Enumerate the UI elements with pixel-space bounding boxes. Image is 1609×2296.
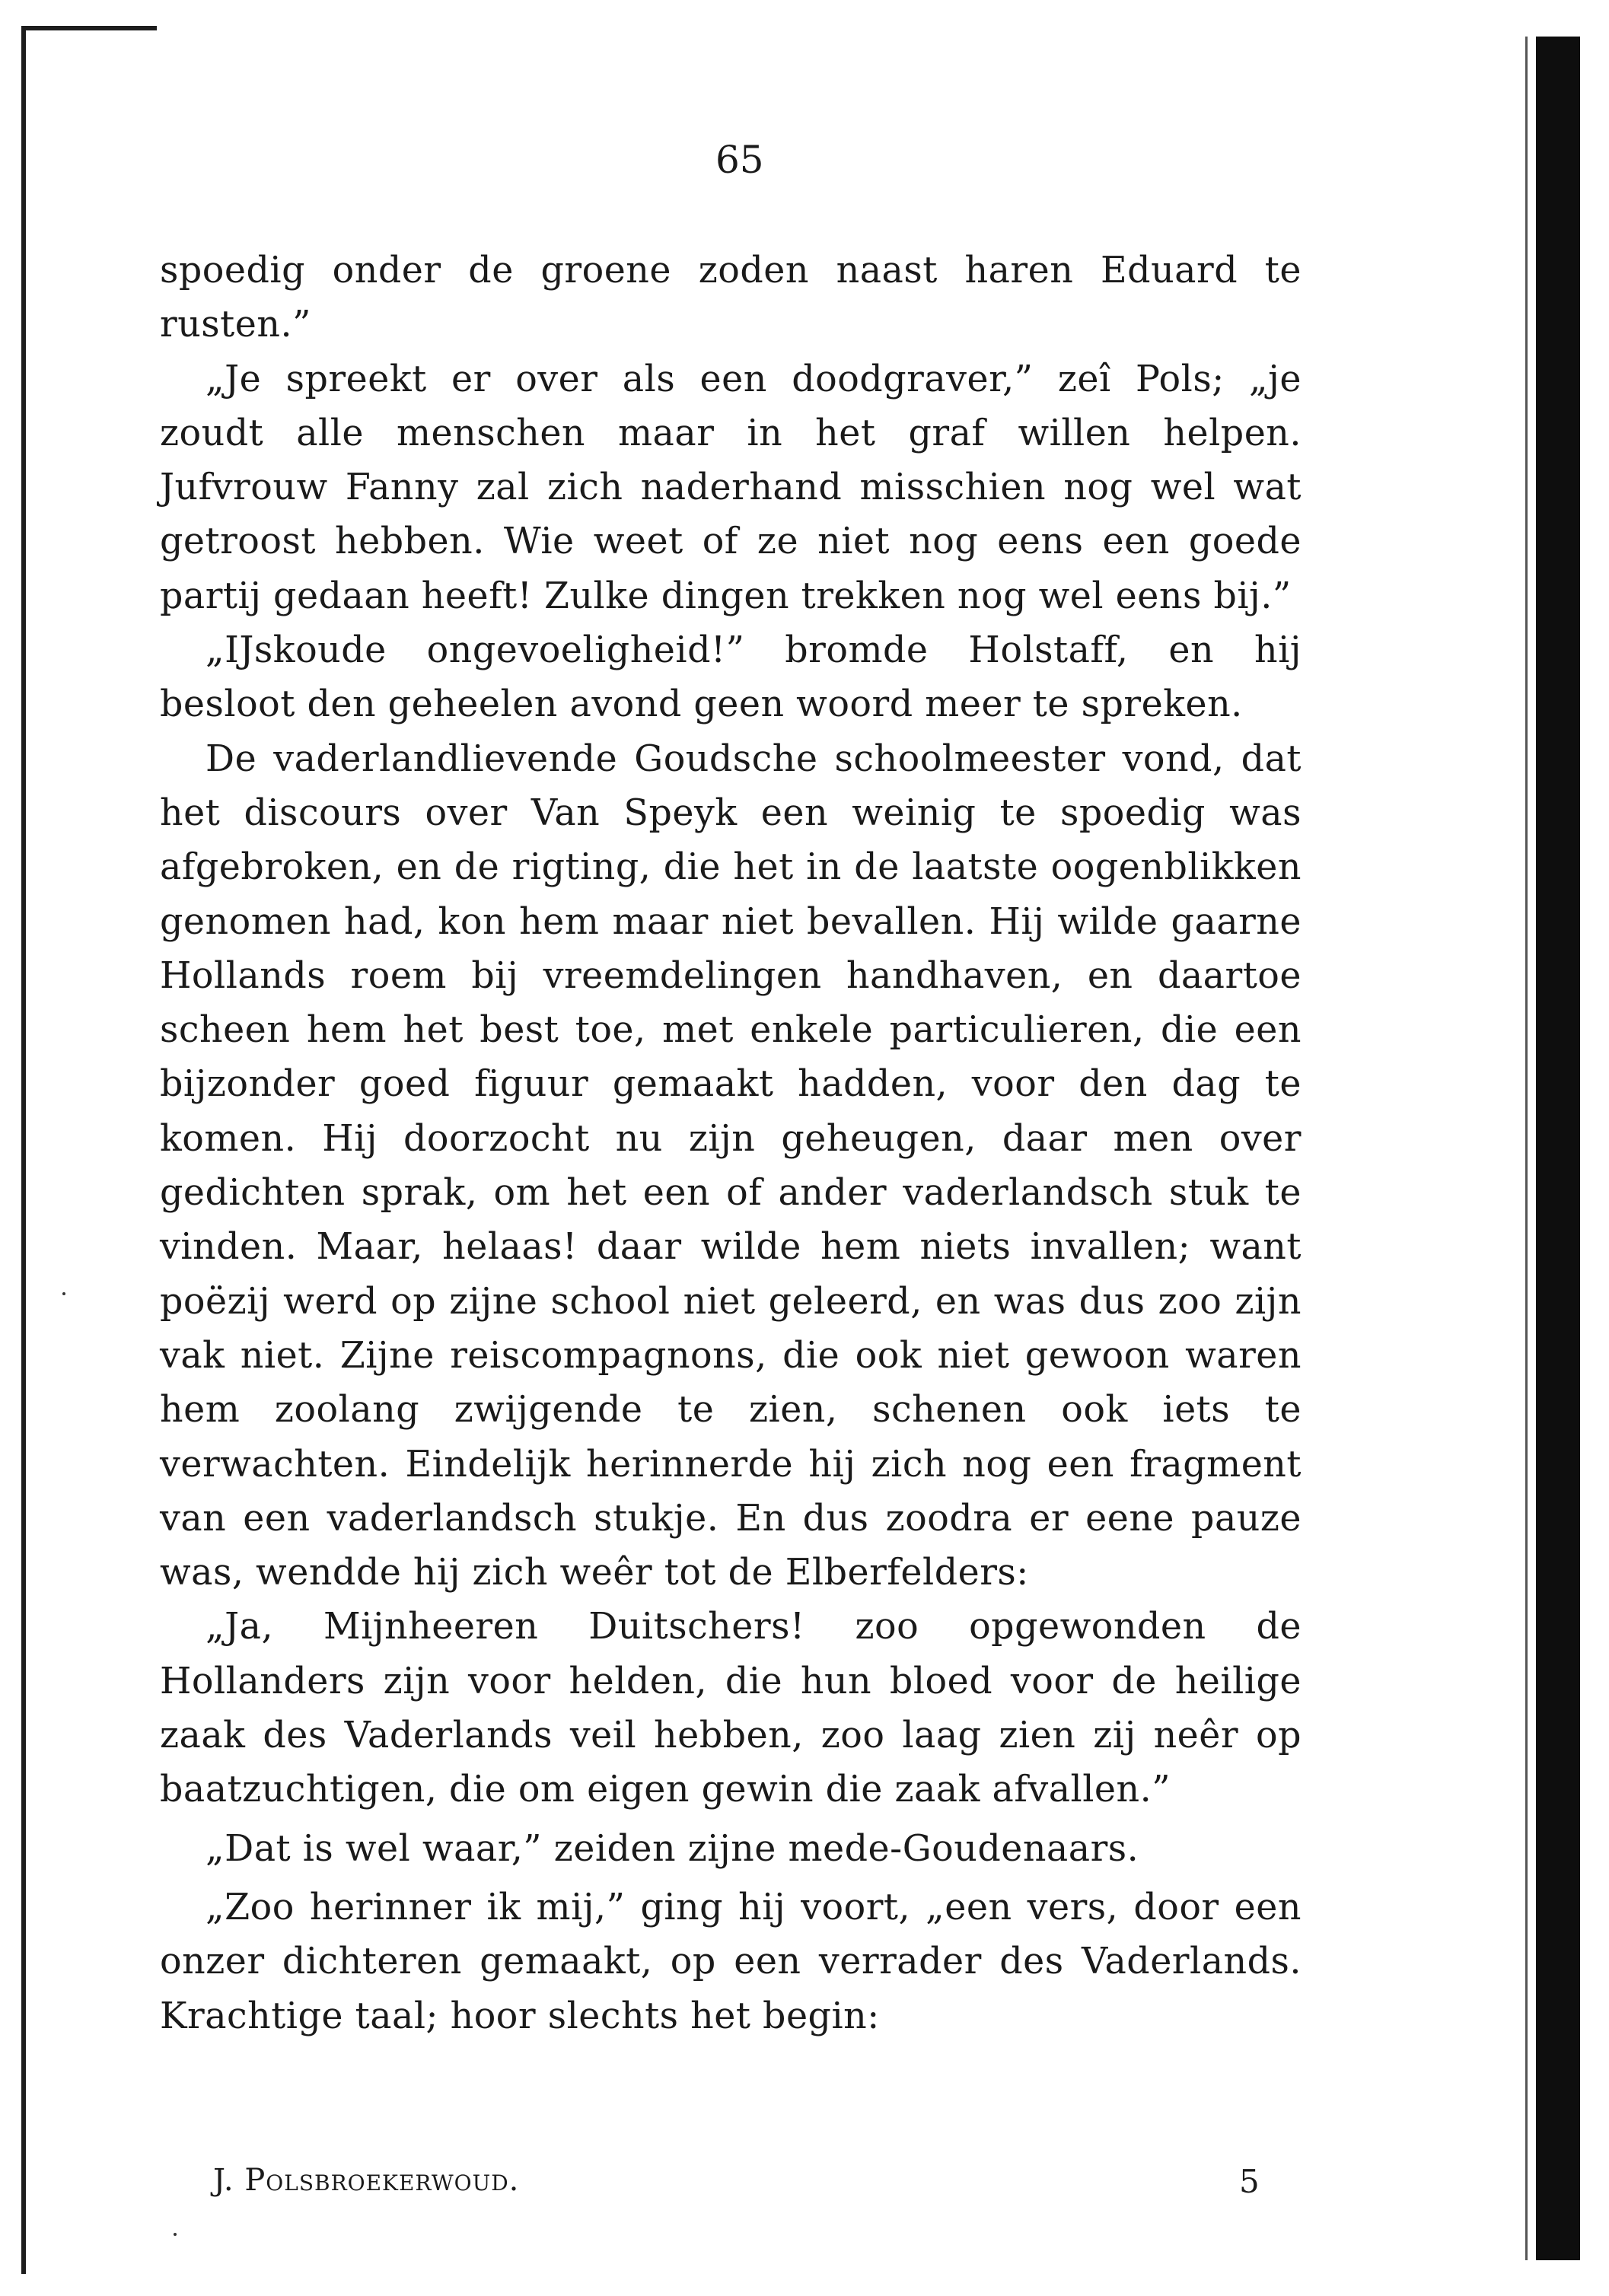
body-text [160,244,1302,2043]
scan-edge-top [21,26,157,30]
paragraph-7: „Zoo herinner ik mij,” ging hij voort, „een vers, door een onzer dichteren gemaakt, op een verrader des Vaderlands. Krachtige taal; hoor slechts het begin: [160,1886,1302,2037]
scan-edge-left [21,29,26,2274]
scan-edge-right [1536,37,1580,2260]
paragraph-6: „Dat is wel waar,” zeiden zijne mede-Goudenaars. [206,1827,1139,1870]
scan-edge-right-line [1525,37,1528,2260]
sheet-signature: J. Polsbroekerwoud. [213,2163,520,2198]
paragraph-5: „Ja, Mijnheeren Duitschers! zoo opgewonden de Hollanders zijn voor helden, die hun bloed voor de heilige zaak des Vaderlands veil hebben, zoo laag zien zij neêr op baatzuchtigen, die om eigen gewin die zaak afvallen.” [160,1606,1302,1811]
paragraph-3: „IJskoude ongevoeligheid!” bromde Holstaff, en hij besloot den geheelen avond geen woord meer te spreken. [160,629,1302,726]
paragraph-2: „Je spreekt er over als een doodgraver,” zeî Pols; „je zoudt alle menschen maar in het graf willen helpen. Jufvrouw Fanny zal zich naderhand misschien nog wel wat getroost hebben. Wie weet of ze niet nog eens een goede partij gedaan heeft! Zulke dingen trekken nog wel eens bij.” [160,358,1302,617]
paragraph-1: spoedig onder de groene zoden naast haren Eduard te rusten.” [160,250,1302,346]
scan-speck [174,2233,177,2236]
paragraph-4: De vaderlandlievende Goudsche schoolmeester vond, dat het discours over Van Speyk een weinig te spoedig was afgebroken, en de rigting, die het in de laatste oogenblikken genomen had, kon hem maar niet bevallen. Hij wilde gaarne Hollands roem bij vreemdelingen handhaven, en daartoe scheen hem het best toe, met enkele particulieren, die een bijzonder goed figuur gemaakt hadden, voor den dag te komen. Hij doorzocht nu zijn geheugen, daar men over gedichten sprak, om het een of ander vaderlandsch stuk te vinden. Maar, helaas! daar wilde hem niets invallen; want poëzij werd op zijne school niet geleerd, en was dus zoo zijn vak niet. Zijne reiscompagnons, die ook niet gewoon waren hem zoolang zwijgende te zien, schenen ook iets te verwachten. Eindelijk herinnerde hij zich nog een fragment van een vaderlandsch stukje. En dus zoodra er eene pauze was, wendde hij zich weêr tot de Elberfelders: [160,737,1302,1594]
page-number: 65 [715,138,764,182]
scan-speck [62,1292,65,1295]
sheet-mark: 5 [1239,2163,1260,2200]
